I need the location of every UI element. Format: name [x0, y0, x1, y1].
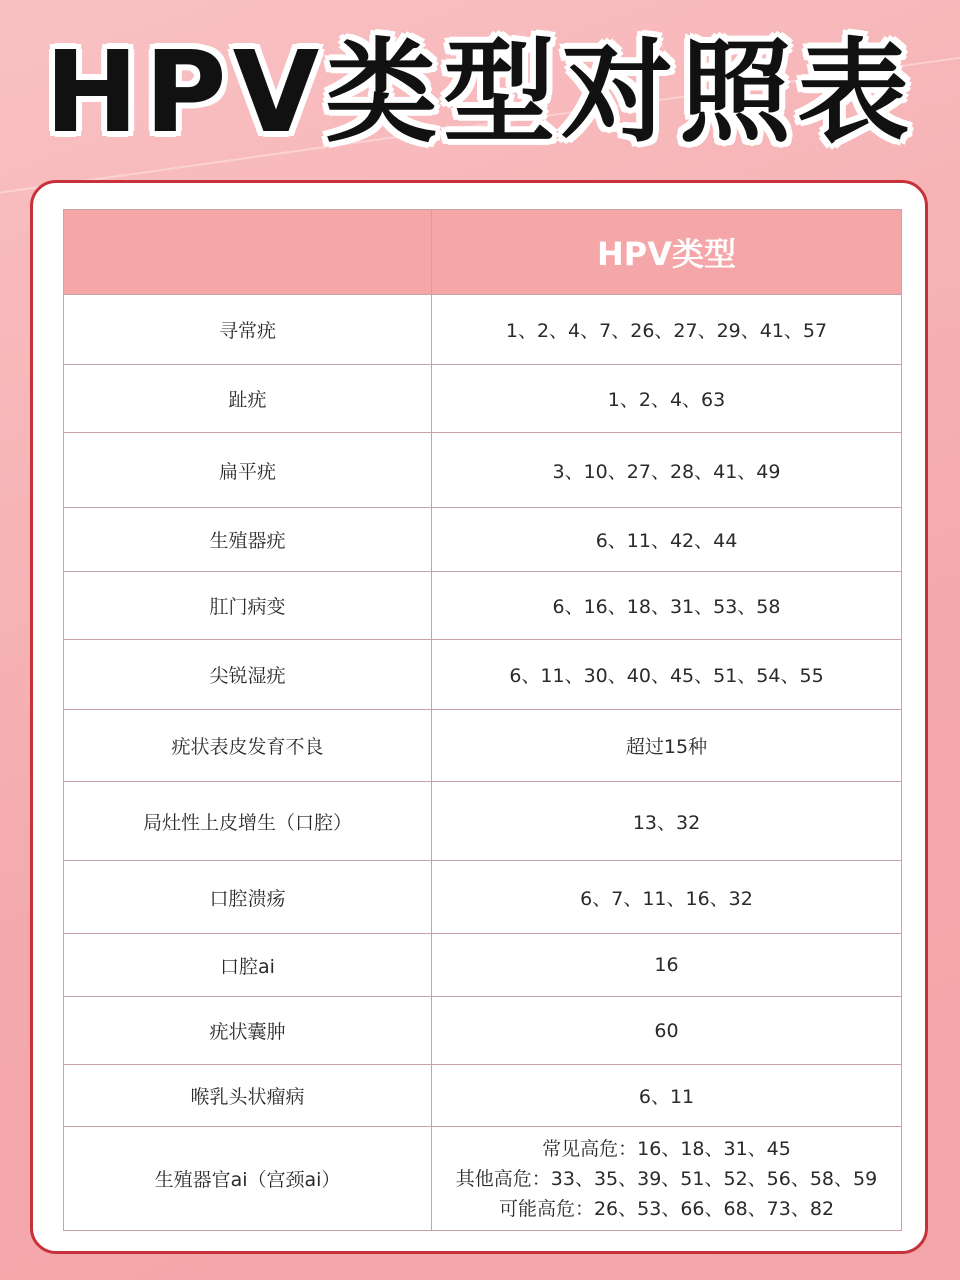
table-header-row	[64, 210, 902, 295]
table-row	[64, 295, 902, 365]
hpv-table	[63, 209, 902, 1231]
page-title: HPV类型对照表	[44, 28, 916, 158]
types-cell: 6、16、18、31、53、58	[432, 572, 902, 640]
header-hpv-type: HPV类型	[432, 210, 902, 295]
table-row	[64, 934, 902, 997]
condition-cell: 生殖器官ai（宫颈ai）	[64, 1127, 432, 1231]
types-cell: 6、11、30、40、45、51、54、55	[432, 640, 902, 710]
table-card	[30, 180, 928, 1254]
condition-cell: 肛门病变	[64, 572, 432, 640]
types-cell-multiline	[432, 1127, 902, 1231]
condition-cell: 扁平疣	[64, 433, 432, 508]
types-cell: 6、7、11、16、32	[432, 861, 902, 934]
table-row	[64, 640, 902, 710]
table-row	[64, 782, 902, 861]
types-cell: 3、10、27、28、41、49	[432, 433, 902, 508]
condition-cell: 尖锐湿疣	[64, 640, 432, 710]
types-cell: 1、2、4、63	[432, 365, 902, 433]
table-row	[64, 433, 902, 508]
types-cell: 13、32	[432, 782, 902, 861]
table-row	[64, 861, 902, 934]
types-cell: 6、11	[432, 1065, 902, 1127]
types-cell: 超过15种	[432, 710, 902, 782]
condition-cell: 寻常疣	[64, 295, 432, 365]
types-cell: 1、2、4、7、26、27、29、41、57	[432, 295, 902, 365]
types-cell: 60	[432, 997, 902, 1065]
table-row	[64, 997, 902, 1065]
types-line-common-high-risk: 常见高危：16、18、31、45	[542, 1137, 791, 1160]
header-blank-cell	[64, 210, 432, 295]
table-row	[64, 508, 902, 572]
table-row	[64, 1065, 902, 1127]
condition-cell: 疣状表皮发育不良	[64, 710, 432, 782]
condition-cell: 局灶性上皮增生（口腔）	[64, 782, 432, 861]
condition-cell: 口腔溃疡	[64, 861, 432, 934]
types-line-possible-high-risk: 可能高危：26、53、66、68、73、82	[498, 1197, 835, 1220]
condition-cell: 喉乳头状瘤病	[64, 1065, 432, 1127]
condition-cell: 生殖器疣	[64, 508, 432, 572]
types-line-other-high-risk: 其他高危：33、35、39、51、52、56、58、59	[455, 1167, 878, 1190]
types-cell: 16	[432, 934, 902, 997]
table-row	[64, 1127, 902, 1231]
table-row	[64, 365, 902, 433]
table-row	[64, 572, 902, 640]
condition-cell: 口腔ai	[64, 934, 432, 997]
condition-cell: 疣状囊肿	[64, 997, 432, 1065]
condition-cell: 趾疣	[64, 365, 432, 433]
types-cell: 6、11、42、44	[432, 508, 902, 572]
table-row	[64, 710, 902, 782]
